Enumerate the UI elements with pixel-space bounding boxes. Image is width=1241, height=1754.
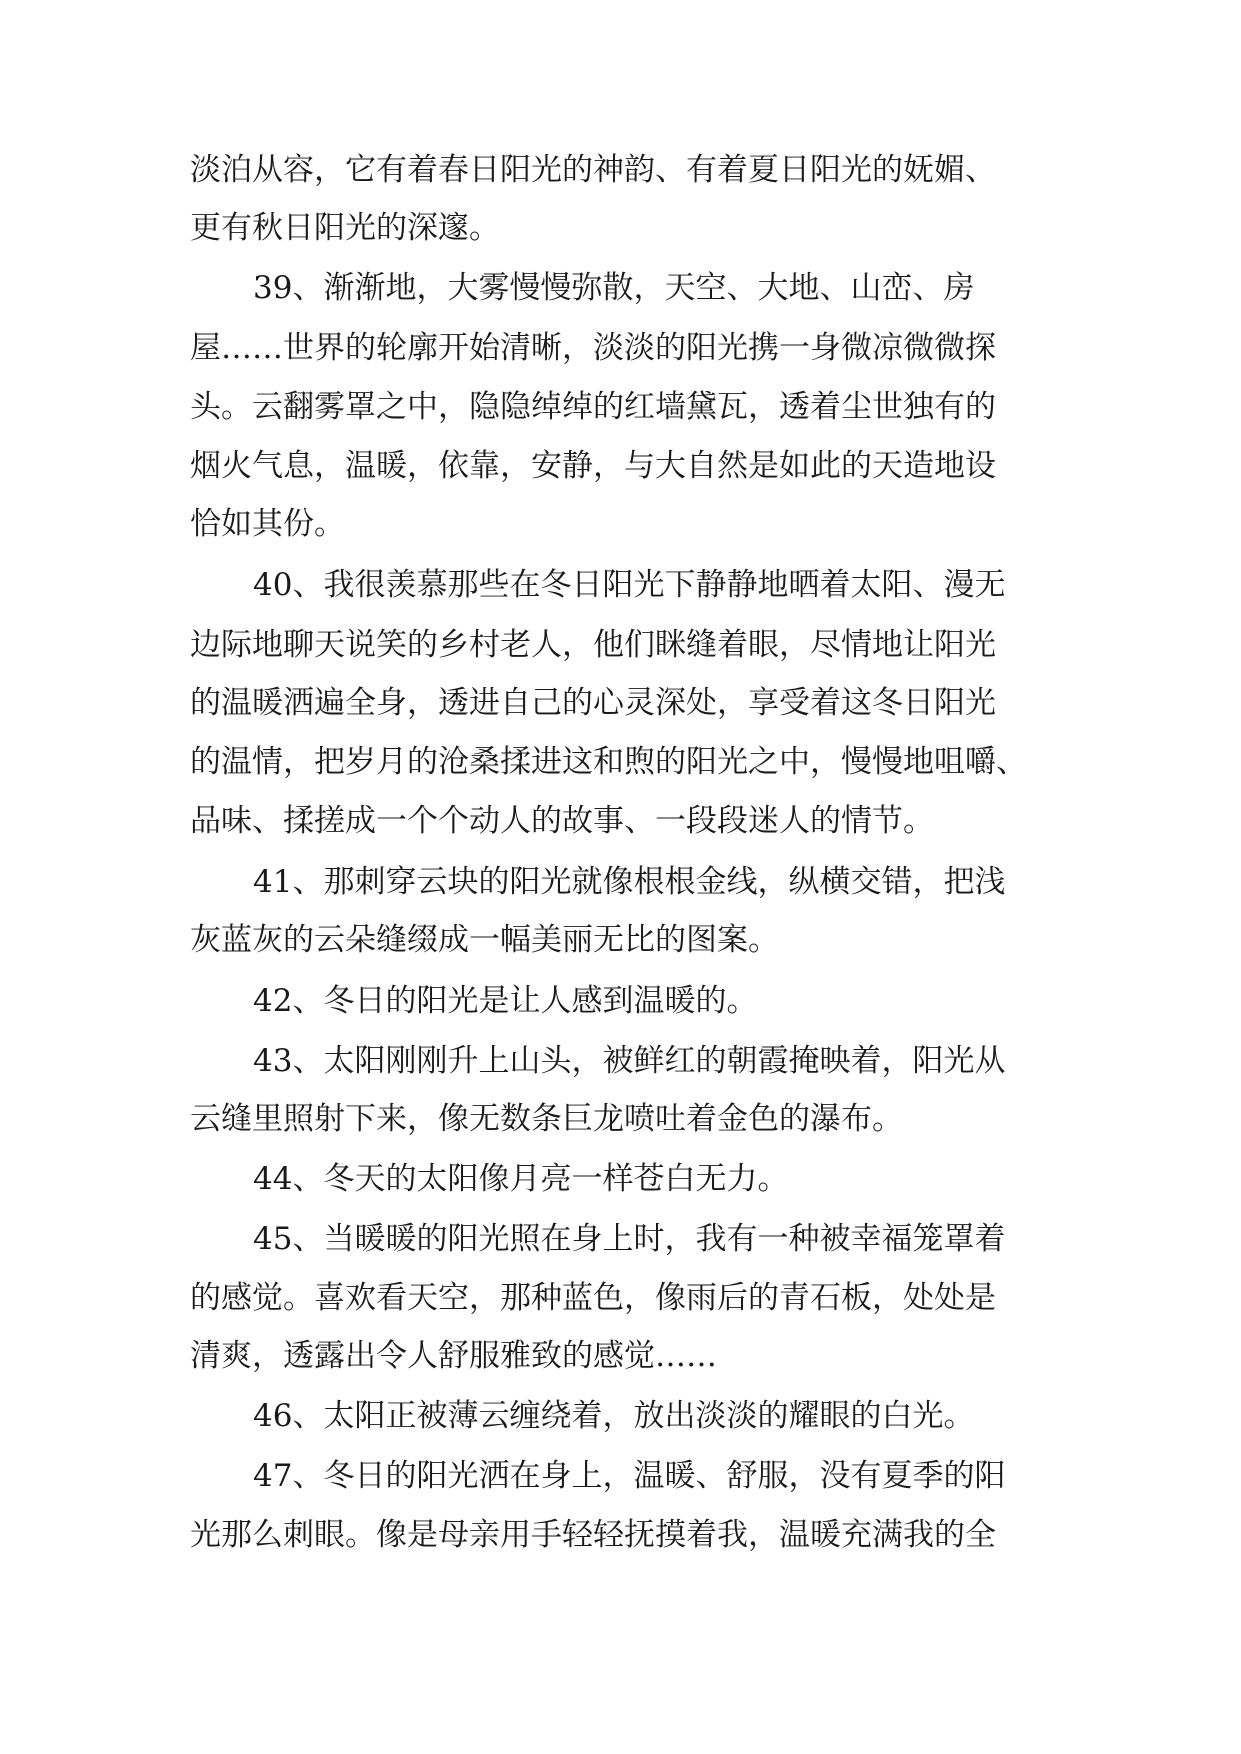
text-line: 43、太阳刚刚升上山头，被鲜红的朝霞掩映着，阳光从 bbox=[253, 1043, 1006, 1079]
text-line: 屋……世界的轮廓开始清晰，淡淡的阳光携一身微凉微微探 bbox=[190, 330, 996, 366]
text-line: 灰蓝灰的云朵缝缀成一幅美丽无比的图案。 bbox=[190, 922, 779, 958]
text-line: 44、冬天的太阳像月亮一样苍白无力。 bbox=[253, 1161, 789, 1197]
text-line: 45、当暖暖的阳光照在身上时，我有一种被幸福笼罩着 bbox=[253, 1221, 1006, 1257]
text-line: 39、渐渐地，大雾慢慢弥散，天空、大地、山峦、房 bbox=[253, 270, 975, 306]
text-line: 光那么刺眼。像是母亲用手轻轻抚摸着我，温暖充满我的全 bbox=[190, 1517, 996, 1553]
text-line: 恰如其份。 bbox=[190, 506, 345, 542]
text-line: 清爽，透露出令人舒服雅致的感觉…… bbox=[190, 1338, 717, 1374]
text-line: 42、冬日的阳光是让人感到温暖的。 bbox=[253, 983, 758, 1019]
text-line: 41、那刺穿云块的阳光就像根根金线，纵横交错，把浅 bbox=[253, 864, 1006, 900]
text-line: 40、我很羡慕那些在冬日阳光下静静地晒着太阳、漫无 bbox=[253, 567, 1006, 603]
text-line: 47、冬日的阳光洒在身上，温暖、舒服，没有夏季的阳 bbox=[253, 1458, 1006, 1494]
text-line: 云缝里照射下来，像无数条巨龙喷吐着金色的瀑布。 bbox=[190, 1101, 903, 1137]
text-line: 烟火气息，温暖，依靠，安静，与大自然是如此的天造地设 bbox=[190, 448, 996, 484]
text-line: 的感觉。喜欢看天空，那种蓝色，像雨后的青石板，处处是 bbox=[190, 1280, 996, 1316]
text-line: 的温暖洒遍全身，透进自己的心灵深处，享受着这冬日阳光 bbox=[190, 685, 996, 721]
text-line: 品味、揉搓成一个个动人的故事、一段段迷人的情节。 bbox=[190, 803, 934, 839]
text-line: 淡泊从容，它有着春日阳光的神韵、有着夏日阳光的妩媚、 bbox=[190, 152, 996, 188]
text-line: 头。云翻雾罩之中，隐隐绰绰的红墙黛瓦，透着尘世独有的 bbox=[190, 389, 996, 425]
text-line: 更有秋日阳光的深邃。 bbox=[190, 210, 500, 246]
text-line: 46、太阳正被薄云缠绕着，放出淡淡的耀眼的白光。 bbox=[253, 1398, 975, 1434]
text-line: 边际地聊天说笑的乡村老人，他们眯缝着眼，尽情地让阳光 bbox=[190, 627, 996, 663]
text-line: 的温情，把岁月的沧桑揉进这和煦的阳光之中，慢慢地咀嚼、 bbox=[190, 744, 1027, 780]
